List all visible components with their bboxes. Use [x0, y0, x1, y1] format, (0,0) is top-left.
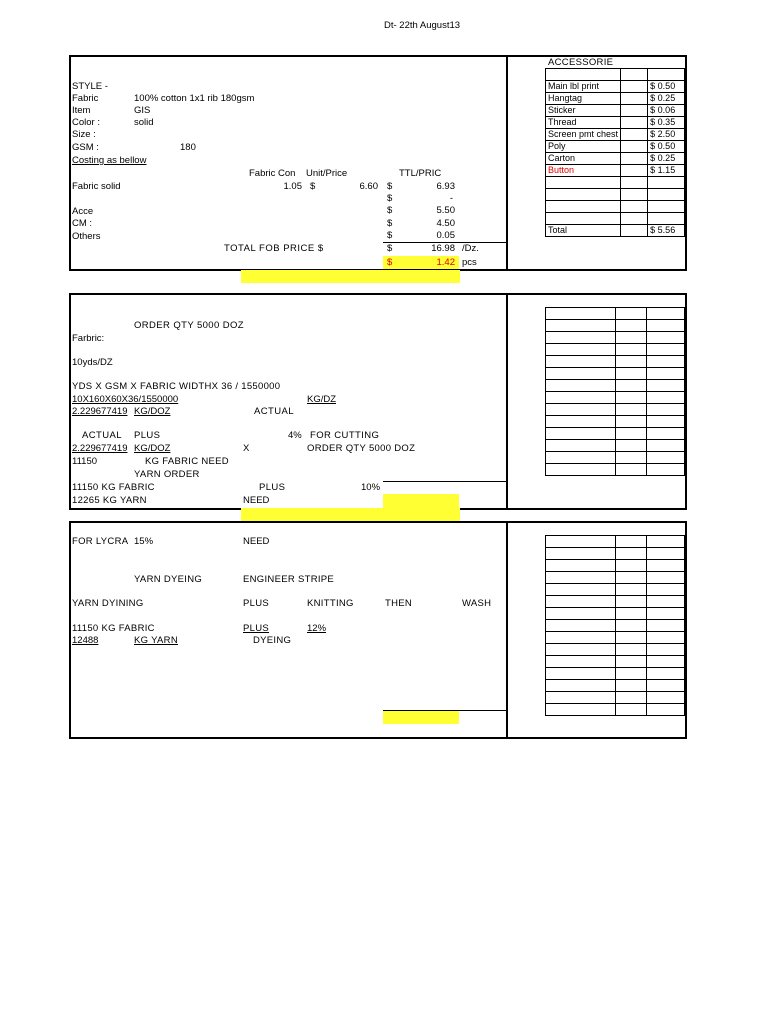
plus-label: PLUS — [134, 430, 161, 441]
dyeing-percent: 12% — [307, 623, 327, 634]
grid-row — [546, 452, 685, 464]
dyeing-plus-label: PLUS — [243, 598, 270, 609]
grid-cell — [621, 81, 648, 93]
accessory-row — [546, 69, 685, 81]
kg-doz-result-2: 2.229677419 — [72, 443, 128, 454]
kg-fabric-need-label: KG FABRIC NEED — [145, 456, 229, 467]
grid-row — [546, 596, 685, 608]
others-label: Others — [72, 231, 101, 242]
grid-row — [546, 332, 685, 344]
grid-cell — [616, 692, 647, 704]
grid-cell — [546, 644, 616, 656]
accessorie-title: ACCESSORIE — [548, 57, 614, 68]
accessory-row — [546, 153, 685, 165]
accessory-name: Main lbl print — [546, 81, 621, 93]
grid-cell — [621, 165, 648, 177]
grid-cell — [647, 560, 685, 572]
ttl-acce-currency: $ — [387, 205, 393, 216]
grid-cell — [621, 69, 648, 81]
grid-cell — [616, 344, 647, 356]
grid-cell — [647, 596, 685, 608]
grid-row — [546, 572, 685, 584]
grid-cell — [621, 189, 648, 201]
cm-label: CM : — [72, 218, 93, 229]
accessory-total-value: $ 5.56 — [648, 225, 685, 237]
grid-cell — [647, 548, 685, 560]
accessory-price: $ 0.06 — [648, 105, 685, 117]
total-pcs-unit: pcs — [462, 257, 477, 268]
grid-cell — [616, 596, 647, 608]
yarn-rule — [383, 481, 506, 482]
grid-row — [546, 356, 685, 368]
wastage-percent: 10% — [361, 482, 381, 493]
total-dz-unit: /Dz. — [462, 243, 479, 254]
grid-cell — [546, 392, 616, 404]
ttl-fabric-currency: $ — [387, 181, 393, 192]
color-label: Color : — [72, 117, 100, 128]
grid-cell — [616, 320, 647, 332]
grid-cell — [647, 428, 685, 440]
grid-cell — [616, 356, 647, 368]
grid-cell — [647, 392, 685, 404]
plus-label-2: PLUS — [259, 482, 286, 493]
accessory-name: Carton — [546, 153, 621, 165]
grid-cell — [546, 464, 616, 476]
total-dz-currency: $ — [387, 243, 393, 254]
accessory-row — [546, 189, 685, 201]
engineer-stripe-label: ENGINEER STRIPE — [243, 574, 335, 585]
grid-cell — [616, 332, 647, 344]
grid-cell — [647, 356, 685, 368]
dyeing-fabric-line: 11150 KG FABRIC — [72, 623, 155, 634]
accessory-row — [546, 105, 685, 117]
accessory-total-label: Total — [546, 225, 621, 237]
grid-row — [546, 656, 685, 668]
total-pcs-value: 1.42 — [436, 257, 455, 268]
actual-label-2: ACTUAL — [82, 430, 122, 441]
grid-cell — [616, 428, 647, 440]
grid-cell — [648, 189, 685, 201]
grid-cell — [647, 440, 685, 452]
grid-cell — [616, 368, 647, 380]
costing-heading: Costing as bellow — [72, 155, 147, 166]
grid-cell — [546, 428, 616, 440]
ttl-cm-value: 4.50 — [436, 218, 455, 229]
grid-cell — [647, 308, 685, 320]
ttl-cm-currency: $ — [387, 218, 393, 229]
total-pcs-currency: $ — [387, 257, 393, 268]
grid-cell — [648, 213, 685, 225]
accessory-row — [546, 165, 685, 177]
grid-cell — [647, 608, 685, 620]
kg-doz-result: 2.229677419 — [72, 406, 128, 417]
grid-cell — [616, 632, 647, 644]
yellow-band-2 — [241, 508, 460, 521]
ttl-blank-value: - — [449, 193, 453, 204]
knitting-label: KNITTING — [307, 598, 354, 609]
grid-cell — [616, 620, 647, 632]
grid-cell — [648, 201, 685, 213]
grid-cell — [621, 105, 648, 117]
grid-cell — [616, 608, 647, 620]
lycra-need-label: NEED — [243, 536, 270, 547]
grid-cell — [546, 584, 616, 596]
dyeing-plus-label-2: PLUS — [243, 623, 270, 634]
grid-row — [546, 380, 685, 392]
grid-cell — [647, 332, 685, 344]
grid-cell — [616, 404, 647, 416]
acce-label: Acce — [72, 206, 94, 217]
grid-row — [546, 632, 685, 644]
grid-cell — [546, 213, 621, 225]
formula-values: 10X160X60X36/1550000 — [72, 394, 179, 405]
grid-cell — [621, 213, 648, 225]
grid-cell — [616, 668, 647, 680]
grid-cell — [546, 560, 616, 572]
grid-cell — [647, 536, 685, 548]
ttl-others-value: 0.05 — [436, 230, 455, 241]
grid-cell — [546, 608, 616, 620]
grid-cell — [647, 584, 685, 596]
grid-row — [546, 404, 685, 416]
grid-cell — [616, 416, 647, 428]
grid-cell — [546, 404, 616, 416]
grid-cell — [647, 668, 685, 680]
grid-row — [546, 608, 685, 620]
grid-cell — [647, 464, 685, 476]
grid-row — [546, 308, 685, 320]
grid-cell — [546, 632, 616, 644]
accessory-row — [546, 81, 685, 93]
yarn-dyeing-divider — [506, 521, 508, 739]
grid-cell — [546, 332, 616, 344]
accessories-table — [545, 68, 685, 237]
grid-cell — [546, 548, 616, 560]
grid-cell — [546, 704, 616, 716]
total-fob-label: TOTAL FOB PRICE $ — [224, 243, 324, 254]
accessory-price: $ 0.50 — [648, 81, 685, 93]
lycra-percent: 15% — [134, 536, 154, 547]
fabric-line: 11150 KG FABRIC — [72, 482, 155, 493]
accessory-price: $ 1.15 — [648, 165, 685, 177]
fabric-label: Fabric — [72, 93, 99, 104]
grid-cell — [546, 356, 616, 368]
grid-cell — [647, 620, 685, 632]
fabric-con-value: 1.05 — [283, 181, 302, 192]
yds-per-dz: 10yds/DZ — [72, 357, 113, 368]
grid-cell — [647, 692, 685, 704]
grid-cell — [621, 153, 648, 165]
grid-cell — [546, 320, 616, 332]
grid-cell — [616, 392, 647, 404]
grid-cell — [616, 680, 647, 692]
accessory-row — [546, 117, 685, 129]
grid-cell — [546, 380, 616, 392]
unit-price-currency: $ — [310, 181, 316, 192]
grid-cell — [616, 584, 647, 596]
accessory-row — [546, 141, 685, 153]
grid-cell — [546, 308, 616, 320]
accessory-row — [546, 201, 685, 213]
grid-cell — [546, 596, 616, 608]
grid-cell — [616, 560, 647, 572]
fabric-calc-divider — [506, 293, 508, 510]
grid-cell — [647, 320, 685, 332]
order-qty-2: ORDER QTY 5000 DOZ — [307, 443, 416, 454]
fabric-calc-table — [545, 307, 685, 476]
actual-label: ACTUAL — [254, 406, 294, 417]
multiply-sign: X — [243, 443, 250, 454]
ttl-blank-currency: $ — [387, 193, 393, 204]
date-label: Dt- 22th August13 — [384, 20, 461, 31]
grid-cell — [616, 644, 647, 656]
grid-cell — [616, 308, 647, 320]
grid-cell — [647, 344, 685, 356]
grid-row — [546, 560, 685, 572]
grid-cell — [647, 452, 685, 464]
grid-cell — [621, 141, 648, 153]
grid-row — [546, 320, 685, 332]
need-label: NEED — [243, 495, 270, 506]
dyeing-highlight — [383, 711, 459, 724]
grid-cell — [616, 572, 647, 584]
grid-row — [546, 428, 685, 440]
grid-cell — [647, 368, 685, 380]
size-label: Size : — [72, 129, 96, 140]
order-qty: ORDER QTY 5000 DOZ — [134, 320, 244, 331]
accessory-row — [546, 177, 685, 189]
grid-cell — [616, 440, 647, 452]
grid-row — [546, 536, 685, 548]
grid-cell — [647, 380, 685, 392]
color-value: solid — [134, 117, 154, 128]
grid-cell — [546, 440, 616, 452]
grid-cell — [546, 344, 616, 356]
grid-cell — [648, 177, 685, 189]
accessory-price: $ 0.50 — [648, 141, 685, 153]
grid-cell — [616, 656, 647, 668]
grid-row — [546, 464, 685, 476]
grid-row — [546, 548, 685, 560]
grid-cell — [546, 572, 616, 584]
grid-cell — [546, 416, 616, 428]
grid-cell — [546, 177, 621, 189]
dyeing-label: DYEING — [253, 635, 292, 646]
unit-price-value: 6.60 — [359, 181, 378, 192]
accessory-row — [546, 93, 685, 105]
grid-cell — [621, 93, 648, 105]
fabric-value: 100% cotton 1x1 rib 180gsm — [134, 93, 255, 104]
accessory-row — [546, 129, 685, 141]
grid-cell — [647, 680, 685, 692]
kg-doz-unit-2: KG/DOZ — [134, 443, 171, 454]
grid-cell — [546, 368, 616, 380]
grid-cell — [621, 177, 648, 189]
farbric-label: Farbric: — [72, 333, 105, 344]
grid-cell — [647, 404, 685, 416]
grid-cell — [621, 225, 648, 237]
grid-row — [546, 392, 685, 404]
grid-row — [546, 620, 685, 632]
grid-cell — [546, 680, 616, 692]
accessory-name: Thread — [546, 117, 621, 129]
accessory-name: Hangtag — [546, 93, 621, 105]
yellow-band-1 — [241, 270, 460, 283]
grid-cell — [647, 632, 685, 644]
dyeing-kg-yarn: KG YARN — [134, 635, 178, 646]
grid-cell — [546, 668, 616, 680]
grid-cell — [621, 129, 648, 141]
grid-cell — [616, 536, 647, 548]
cutting-percent: 4% — [288, 430, 302, 441]
grid-cell — [546, 69, 621, 81]
grid-cell — [546, 536, 616, 548]
grid-cell — [647, 656, 685, 668]
grid-row — [546, 644, 685, 656]
kg-doz-unit: KG/DOZ — [134, 406, 171, 417]
grid-cell — [546, 201, 621, 213]
style-label: STYLE - — [72, 81, 108, 92]
col-unit-price: Unit/Price — [306, 168, 348, 179]
accessory-price: $ 0.25 — [648, 153, 685, 165]
then-label: THEN — [385, 598, 413, 609]
grid-cell — [616, 452, 647, 464]
grid-cell — [546, 656, 616, 668]
yarn-line: 12265 KG YARN — [72, 495, 147, 506]
accessory-name: Screen pmt chest — [546, 129, 621, 141]
accessory-price: $ 0.35 — [648, 117, 685, 129]
grid-cell — [546, 620, 616, 632]
yarn-dyining-label: YARN DYINING — [72, 598, 144, 609]
grid-row — [546, 416, 685, 428]
grid-cell — [616, 380, 647, 392]
grid-cell — [647, 644, 685, 656]
fabric-kg-value: 11150 — [72, 456, 98, 467]
grid-cell — [621, 201, 648, 213]
grid-cell — [648, 69, 685, 81]
accessory-total-row — [546, 225, 685, 237]
yarn-dyeing-table — [545, 535, 685, 716]
grid-cell — [616, 704, 647, 716]
fabric-solid-label: Fabric solid — [72, 181, 121, 192]
gsm-label: GSM : — [72, 142, 99, 153]
for-lycra-label: FOR LYCRA — [72, 536, 129, 547]
accessory-name: Poly — [546, 141, 621, 153]
grid-row — [546, 368, 685, 380]
grid-cell — [621, 117, 648, 129]
ttl-others-currency: $ — [387, 230, 393, 241]
costing-divider — [506, 55, 508, 271]
grid-cell — [647, 572, 685, 584]
grid-cell — [546, 452, 616, 464]
item-label: Item — [72, 105, 91, 116]
col-fabric-con: Fabric Con — [249, 168, 296, 179]
grid-row — [546, 680, 685, 692]
grid-cell — [546, 189, 621, 201]
accessory-name: Button — [546, 165, 621, 177]
dyeing-yarn-value: 12488 — [72, 635, 99, 646]
accessory-name: Sticker — [546, 105, 621, 117]
yarn-highlight — [383, 494, 459, 508]
accessory-price: $ 0.25 — [648, 93, 685, 105]
grid-cell — [647, 704, 685, 716]
grid-row — [546, 344, 685, 356]
ttl-acce-value: 5.50 — [436, 205, 455, 216]
grid-row — [546, 692, 685, 704]
grid-row — [546, 668, 685, 680]
grid-cell — [616, 548, 647, 560]
grid-cell — [647, 416, 685, 428]
yarn-order-label: YARN ORDER — [134, 469, 200, 480]
gsm-value: 180 — [180, 142, 196, 153]
col-ttl-price: TTL/PRIC — [399, 168, 442, 179]
total-dz-value: 16.98 — [431, 243, 455, 254]
kg-dz-unit: KG/DZ — [307, 394, 337, 405]
wash-label: WASH — [462, 598, 492, 609]
ttl-fabric-value: 6.93 — [436, 181, 455, 192]
grid-cell — [616, 464, 647, 476]
for-cutting-label: FOR CUTTING — [310, 430, 380, 441]
yarn-dyeing-label: YARN DYEING — [134, 574, 203, 585]
grid-row — [546, 440, 685, 452]
grid-row — [546, 584, 685, 596]
accessory-price: $ 2.50 — [648, 129, 685, 141]
accessory-row — [546, 213, 685, 225]
formula-text: YDS X GSM X FABRIC WIDTHX 36 / 1550000 — [72, 381, 281, 392]
grid-row — [546, 704, 685, 716]
item-value: GIS — [134, 105, 151, 116]
grid-cell — [546, 692, 616, 704]
